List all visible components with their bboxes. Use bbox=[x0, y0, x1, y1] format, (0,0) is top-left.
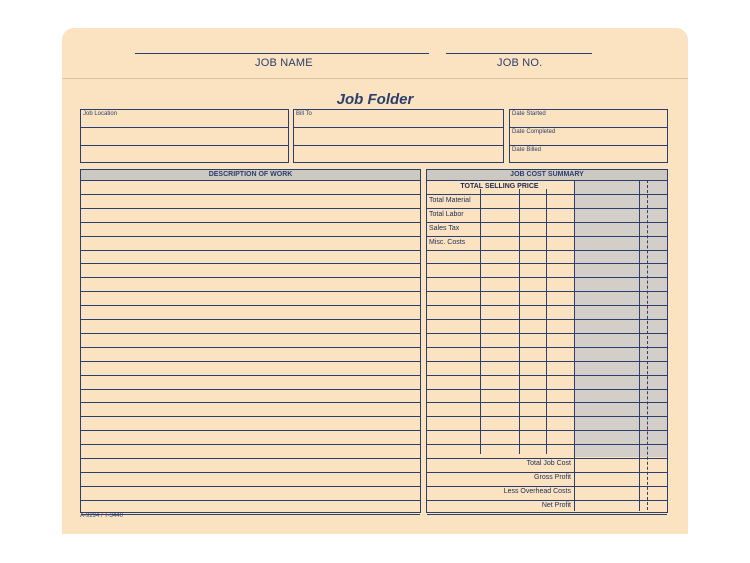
ruled-line bbox=[81, 444, 420, 445]
summary-ruled-line bbox=[427, 319, 667, 320]
total-label: Less Overhead Costs bbox=[503, 488, 571, 495]
ruled-line bbox=[81, 263, 420, 264]
total-label: Net Profit bbox=[541, 502, 571, 509]
summary-ruled-line bbox=[427, 430, 667, 431]
summary-ruled-line bbox=[427, 291, 667, 292]
job-name-line bbox=[135, 53, 429, 54]
date-started-label: Date Started bbox=[512, 111, 546, 117]
ruled-line bbox=[81, 416, 420, 417]
ruled-line bbox=[81, 486, 420, 487]
total-label: Total Job Cost bbox=[526, 460, 571, 467]
row-line bbox=[81, 145, 288, 146]
summary-ruled-line bbox=[427, 472, 667, 473]
bill-to-box bbox=[293, 109, 504, 163]
row-line bbox=[510, 127, 667, 128]
summary-ruled-line bbox=[427, 236, 667, 237]
ruled-line bbox=[81, 472, 420, 473]
row-line bbox=[510, 145, 667, 146]
ruled-line bbox=[81, 250, 420, 251]
summary-ruled-line bbox=[427, 458, 667, 459]
ruled-line bbox=[81, 194, 420, 195]
summary-ruled-line bbox=[427, 402, 667, 403]
ruled-line bbox=[81, 208, 420, 209]
column-line bbox=[546, 189, 547, 454]
summary-ruled-line bbox=[427, 347, 667, 348]
ruled-line bbox=[81, 389, 420, 390]
ruled-line bbox=[81, 277, 420, 278]
ruled-line bbox=[81, 333, 420, 334]
ruled-line bbox=[81, 500, 420, 501]
date-completed-label: Date Completed bbox=[512, 129, 556, 135]
ruled-line bbox=[81, 305, 420, 306]
summary-ruled-line bbox=[427, 486, 667, 487]
description-of-work-box bbox=[80, 169, 421, 513]
summary-ruled-line bbox=[427, 263, 667, 264]
ruled-line bbox=[81, 291, 420, 292]
summary-ruled-line bbox=[427, 514, 667, 515]
job-location-label: Job Location bbox=[83, 111, 118, 117]
ruled-line bbox=[81, 430, 420, 431]
row-line bbox=[294, 127, 503, 128]
summary-ruled-line bbox=[427, 361, 667, 362]
job-cost-summary-box bbox=[426, 169, 668, 513]
dates-box bbox=[509, 109, 668, 163]
ruled-line bbox=[81, 514, 420, 515]
form-code: A-9294 / T-3440 bbox=[80, 513, 123, 519]
total-label: Gross Profit bbox=[534, 474, 571, 481]
ruled-line bbox=[81, 375, 420, 376]
bill-to-label: Bill To bbox=[296, 111, 312, 117]
summary-item: Total Labor bbox=[429, 211, 464, 218]
ruled-line bbox=[81, 458, 420, 459]
fold-line bbox=[62, 78, 688, 79]
column-line bbox=[574, 180, 575, 511]
summary-ruled-line bbox=[427, 250, 667, 251]
job-no-label: JOB NO. bbox=[497, 57, 543, 69]
summary-item: Sales Tax bbox=[429, 225, 460, 232]
summary-ruled-line bbox=[427, 375, 667, 376]
column-line bbox=[480, 189, 481, 454]
date-billed-label: Date Billed bbox=[512, 147, 542, 153]
column-line bbox=[639, 180, 640, 511]
ruled-line bbox=[81, 236, 420, 237]
row-line bbox=[294, 145, 503, 146]
summary-header: JOB COST SUMMARY bbox=[427, 170, 667, 181]
summary-ruled-line bbox=[427, 194, 667, 195]
summary-ruled-line bbox=[427, 305, 667, 306]
summary-item: Misc. Costs bbox=[429, 239, 466, 246]
description-header: DESCRIPTION OF WORK bbox=[81, 170, 420, 181]
column-line bbox=[519, 189, 520, 454]
summary-item: Total Material bbox=[429, 197, 471, 204]
job-name-label: JOB NAME bbox=[255, 57, 313, 69]
ruled-line bbox=[81, 402, 420, 403]
summary-ruled-line bbox=[427, 500, 667, 501]
summary-ruled-line bbox=[427, 416, 667, 417]
ruled-line bbox=[81, 347, 420, 348]
summary-ruled-line bbox=[427, 389, 667, 390]
page-title: Job Folder bbox=[336, 91, 414, 108]
summary-ruled-line bbox=[427, 277, 667, 278]
ruled-line bbox=[81, 222, 420, 223]
selling-price-label: TOTAL SELLING PRICE bbox=[460, 183, 539, 190]
decimal-dash-line bbox=[647, 180, 648, 510]
row-line bbox=[81, 127, 288, 128]
summary-ruled-line bbox=[427, 444, 667, 445]
summary-ruled-line bbox=[427, 222, 667, 223]
job-location-box bbox=[80, 109, 289, 163]
job-no-line bbox=[446, 53, 592, 54]
ruled-line bbox=[81, 361, 420, 362]
summary-ruled-line bbox=[427, 208, 667, 209]
summary-ruled-line bbox=[427, 333, 667, 334]
ruled-line bbox=[81, 319, 420, 320]
